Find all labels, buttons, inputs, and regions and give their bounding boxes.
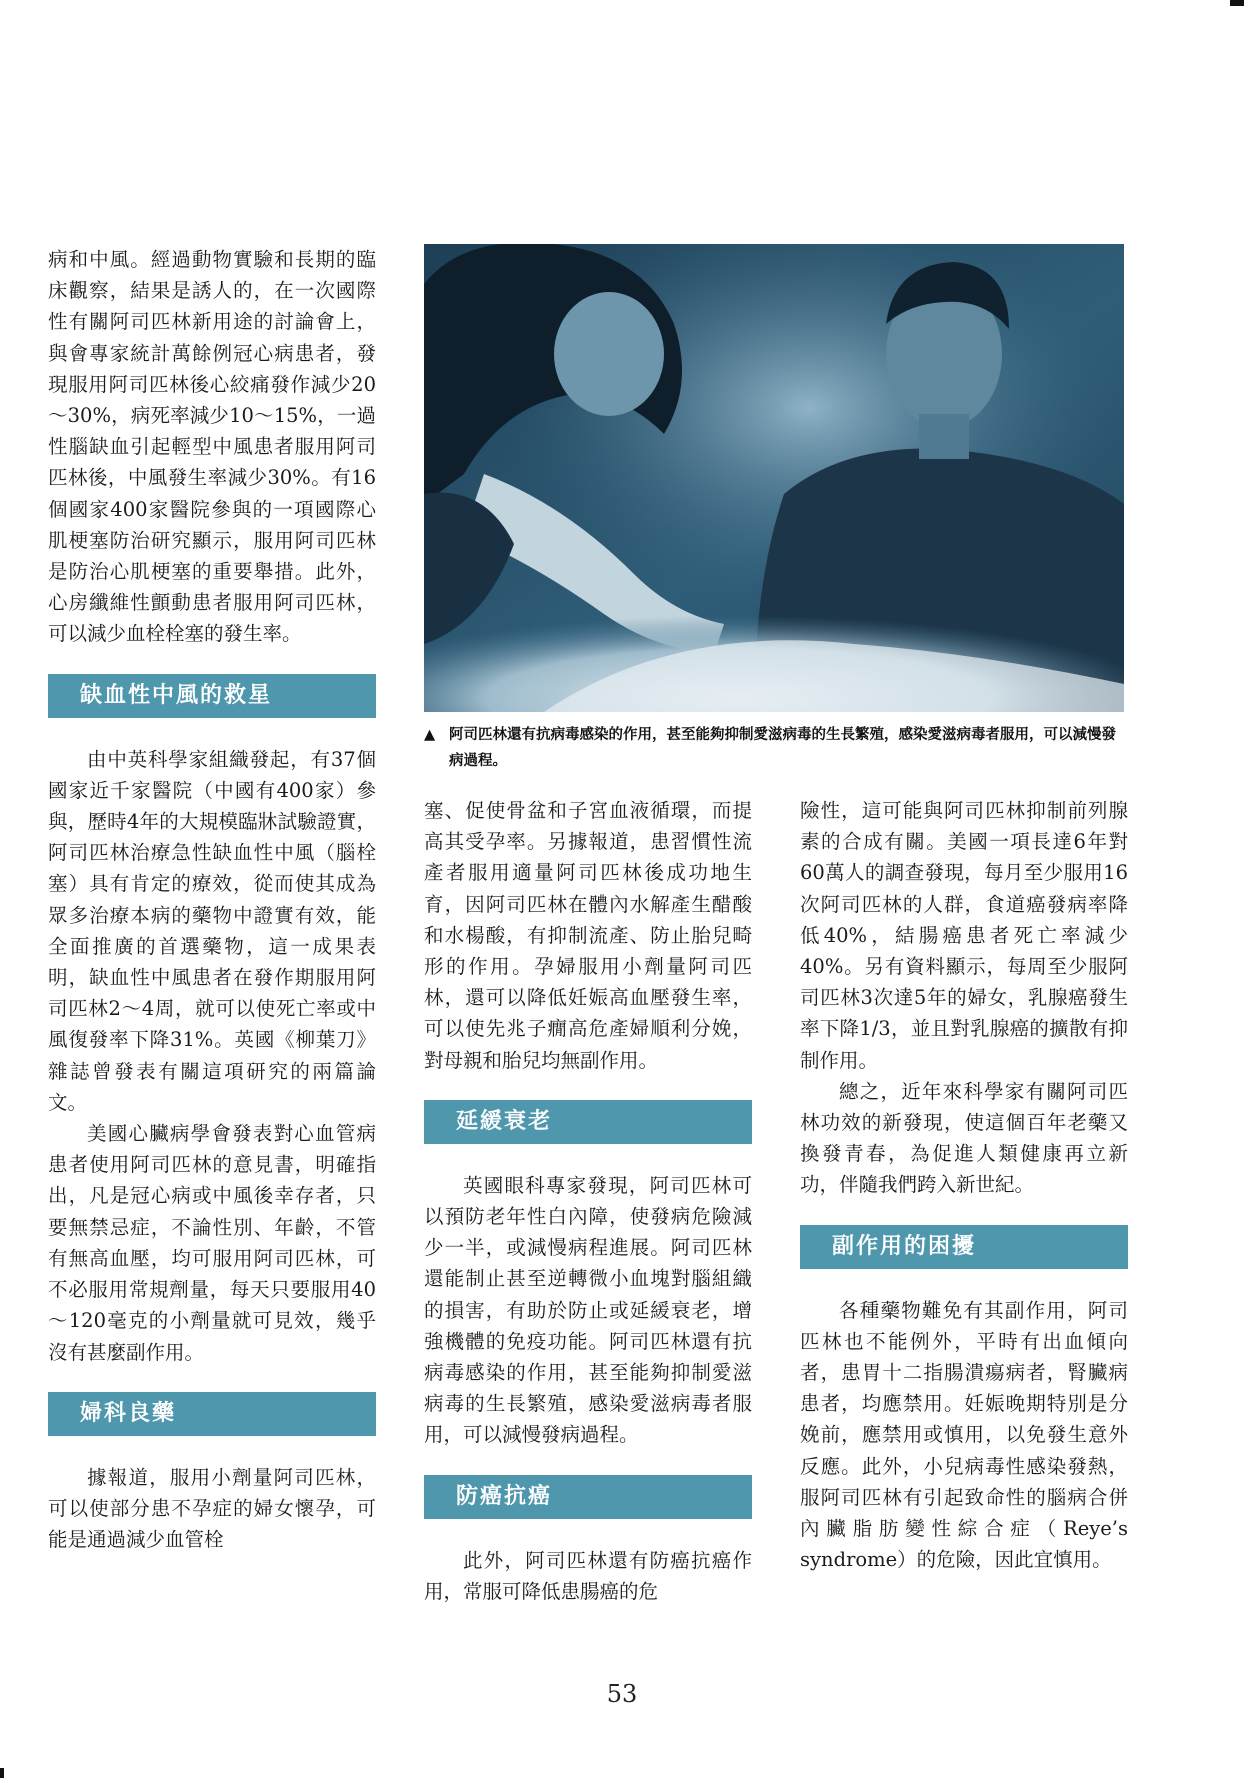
cancer-paragraph-continued: 險性，這可能與阿司匹林抑制前列腺素的合成有關。美國一項長達6年對60萬人的調查發現，每月至少服用16次阿司匹林的人群，食道癌發病率降低40%，結腸癌患者死亡率減少40%。另有資料顯示，每周至少服阿司匹林3次達5年的婦女，乳腺癌發生率下降1/3，並且對乳腺癌的擴散有抑制作用。 xyxy=(800,799,1128,1072)
scan-mark-top-right xyxy=(1230,0,1244,6)
section-header-cancer-prevention: 防癌抗癌 xyxy=(424,1475,752,1519)
photo-nurse-and-patient xyxy=(424,244,1124,712)
column-left xyxy=(48,244,376,1555)
page-number: 53 xyxy=(606,1680,638,1708)
gynecology-paragraph-start: 據報道，服用小劑量阿司匹林，可以使部分患不孕症的婦女懷孕，可能是通過減少血管栓 xyxy=(48,1465,376,1552)
section-header-ischemic-stroke: 缺血性中風的救星 xyxy=(48,674,376,718)
gynecology-paragraph-continued: 塞、促使骨盆和子宮血液循環，而提高其受孕率。另據報道，患習慣性流產者服用適量阿司匹林後成功地生育，因阿司匹林在體內水解產生醋酸和水楊酸，有抑制流產、防止胎兒畸形的作用。孕婦服用小劑量阿司匹林，還可以降低妊娠高血壓發生率，可以使先兆子癇高危產婦順利分娩，對母親和胎兒均無副作用。 xyxy=(424,799,752,1072)
photo-image xyxy=(424,244,1124,712)
column-right xyxy=(800,795,1128,1575)
stroke-paragraph-1: 由中英科學家組織發起，有37個國家近千家醫院（中國有400家）參與，歷時4年的大規模臨牀試驗證實，阿司匹林治療急性缺血性中風（腦栓塞）具有肯定的療效，從而使其成為眾多治療本病的藥物中證實有效，能全面推廣的首選藥物，這一成果表明，缺血性中風患者在發作期服用阿司匹林2～4周，就可以使死亡率或中風復發率下降31%。英國《柳葉刀》雜誌曾發表有關這項研究的兩篇論文。 xyxy=(48,747,376,1114)
summary-paragraph: 總之，近年來科學家有關阿司匹林功效的新發現，使這個百年老藥又換發青春，為促進人類健康再立新功，伴隨我們跨入新世紀。 xyxy=(800,1079,1128,1197)
section-header-anti-aging: 延緩衰老 xyxy=(424,1100,752,1144)
column-middle xyxy=(424,795,752,1607)
caption-text: 阿司匹林還有抗病毒感染的作用，甚至能夠抑制愛滋病毒的生長繁殖，感染愛滋病毒者服用，可以減慢發病過程。 xyxy=(449,727,1116,769)
caption-triangle-icon: ▲ xyxy=(424,727,436,743)
section-header-gynecology: 婦科良藥 xyxy=(48,1392,376,1436)
photo-caption xyxy=(424,722,1128,774)
aging-paragraph: 英國眼科專家發現，阿司匹林可以預防老年性白內障，使發病危險減少一半，或減慢病程進展。阿司匹林還能制止甚至逆轉微小血塊對腦組織的損害，有助於防止或延緩衰老，增強機體的免疫功能。阿司匹林還有抗病毒感染的作用，甚至能夠抑制愛滋病毒的生長繁殖，感染愛滋病毒者服用，可以減慢發病過程。 xyxy=(424,1173,752,1447)
side-effects-paragraph: 各種藥物難免有其副作用，阿司匹林也不能例外，平時有出血傾向者，患胃十二指腸潰瘍病者，腎臟病患者，均應禁用。妊娠晚期特別是分娩前，應禁用或慎用，以免發生意外反應。此外，小兒病毒性感染發熱，服阿司匹林有引起致命性的腦病合併內臟脂肪變性綜合症（Reye’s syndrome）的危險，因此宜慎用。 xyxy=(800,1298,1128,1572)
section-header-side-effects: 副作用的困擾 xyxy=(800,1225,1128,1269)
stroke-paragraph-2: 美國心臟病學會發表對心血管病患者使用阿司匹林的意見書，明確指出，凡是冠心病或中風後幸存者，只要無禁忌症，不論性別、年齡，不管有無高血壓，均可服用阿司匹林，可不必服用常規劑量，每天只要服用40～120毫克的小劑量就可見效，幾乎沒有甚麼副作用。 xyxy=(48,1122,376,1364)
cancer-paragraph-start: 此外，阿司匹林還有防癌抗癌作用，常服可降低患腸癌的危 xyxy=(424,1548,752,1603)
intro-paragraph: 病和中風。經過動物實驗和長期的臨床觀察，結果是誘人的，在一次國際性有關阿司匹林新用途的討論會上，與會專家統計萬餘例冠心病患者，發現服用阿司匹林後心絞痛發作減少20～30%，病死率減少10～15%，一過性腦缺血引起輕型中風患者服用阿司匹林後，中風發生率減少30%。有16個國家400家醫院參與的一項國際心肌梗塞防治研究顯示，服用阿司匹林是防治心肌梗塞的重要舉措。此外，心房纖維性顫動患者服用阿司匹林，可以減少血栓栓塞的發生率。 xyxy=(48,248,376,646)
scan-mark-bottom-left xyxy=(0,1768,4,1778)
